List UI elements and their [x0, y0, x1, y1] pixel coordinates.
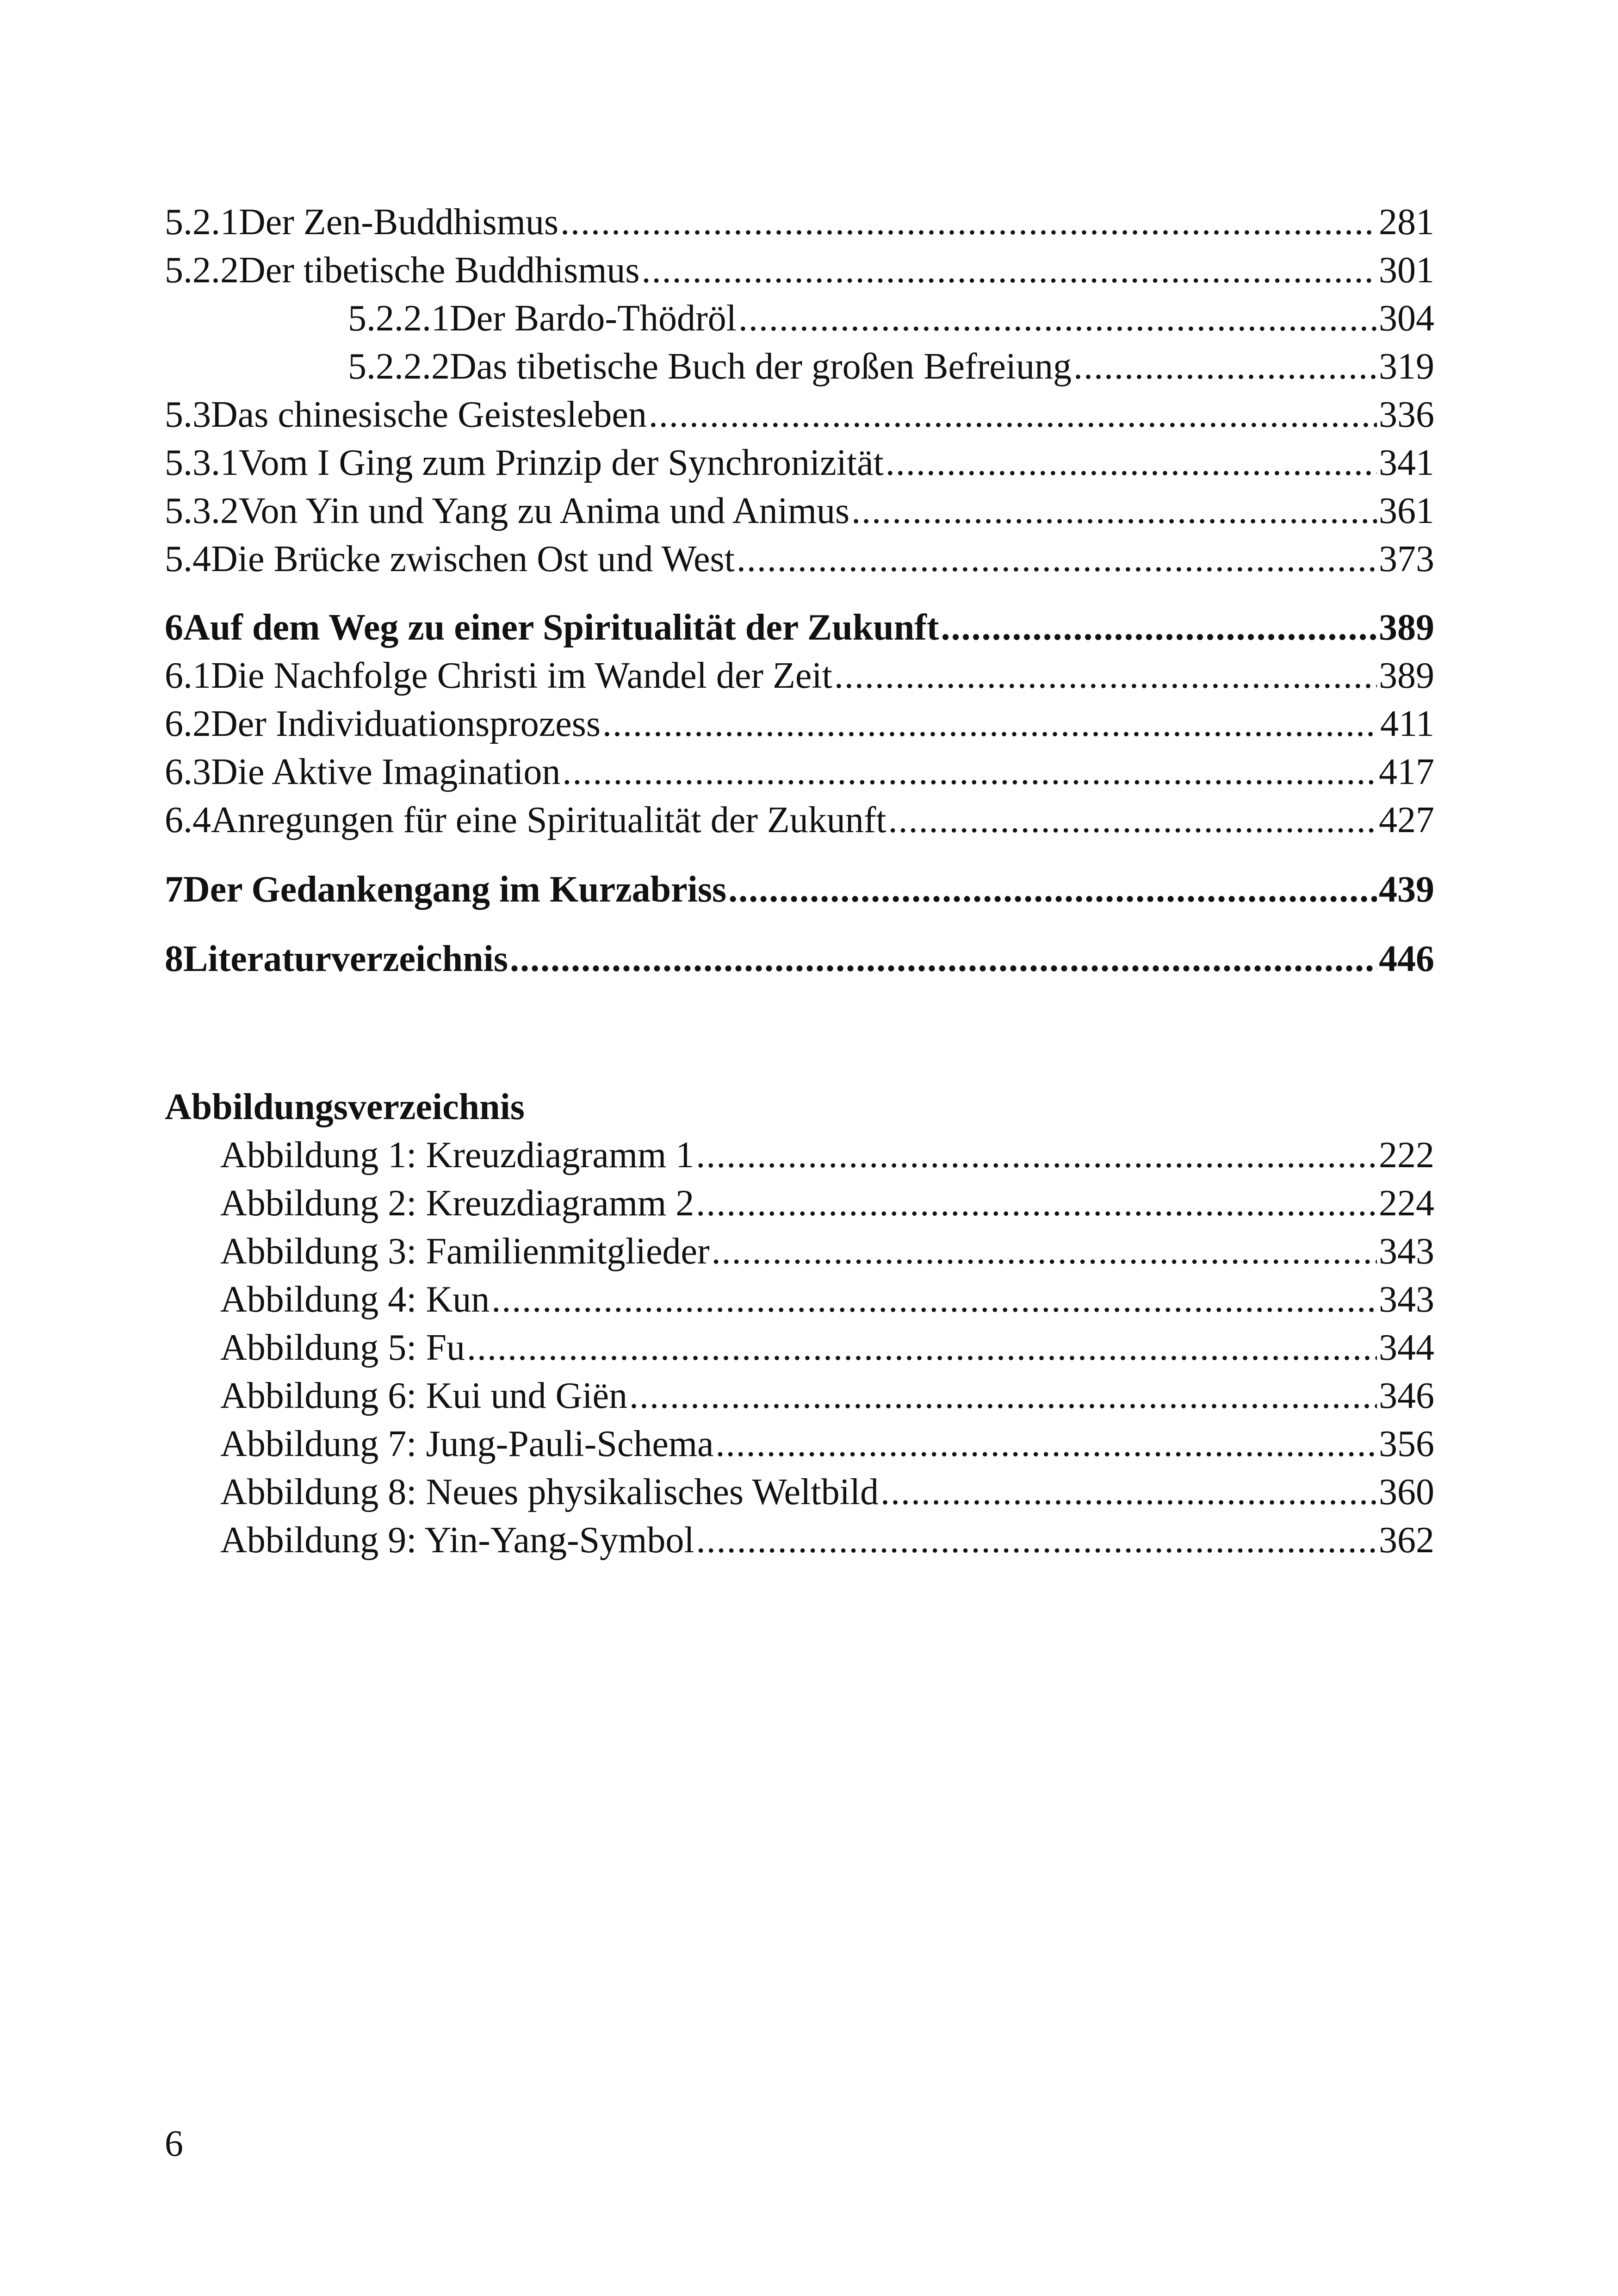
toc-entry-title: Die Aktive Imagination — [211, 752, 561, 792]
toc-entry-page: 411 — [1380, 703, 1434, 744]
toc-entry-number: 6.2 — [165, 703, 211, 744]
toc-entry-number: 5.2.2.2 — [348, 346, 450, 387]
dot-leader — [941, 604, 1377, 652]
toc-entry-number: 5.2.1 — [165, 202, 239, 243]
toc-entry-page: 341 — [1379, 442, 1434, 483]
figure-entry-label: Abbildung 8: Neues physikalisches Weltbild — [220, 1472, 879, 1512]
figure-entry-label: Abbildung 3: Familienmitglieder — [220, 1231, 710, 1272]
toc-entry-page: 301 — [1379, 250, 1434, 291]
list-of-figures — [165, 1083, 1434, 1564]
dot-leader — [712, 1227, 1377, 1276]
toc-entry-5-2-2-2 — [165, 342, 1434, 391]
toc-entry-5-3-1 — [165, 439, 1434, 487]
dot-leader — [1073, 342, 1377, 391]
figure-entry-page: 356 — [1379, 1424, 1434, 1464]
toc-entry-page: 389 — [1379, 607, 1434, 648]
list-of-figures-heading: Abbildungsverzeichnis — [165, 1087, 525, 1127]
toc-entry-number: 6.3 — [165, 752, 211, 792]
toc-entry-title: Vom I Ging zum Prinzip der Synchronizität — [239, 442, 884, 483]
figure-entry-3 — [165, 1227, 1434, 1276]
dot-leader — [649, 391, 1377, 439]
toc-entry-title: Die Brücke zwischen Ost und West — [211, 539, 735, 579]
figure-entry-label: Abbildung 9: Yin-Yang-Symbol — [220, 1520, 694, 1561]
figure-entry-7 — [165, 1420, 1434, 1468]
toc-entry-5-3-2 — [165, 487, 1434, 535]
figure-entry-page: 343 — [1379, 1231, 1434, 1272]
toc-entry-title: Auf dem Weg zu einer Spiritualität der Zukunft — [183, 607, 939, 648]
dot-leader — [738, 294, 1377, 342]
figure-entry-page: 224 — [1379, 1183, 1434, 1224]
toc-entry-page: 304 — [1379, 298, 1434, 339]
figure-entry-page: 360 — [1379, 1472, 1434, 1512]
toc-entry-page: 373 — [1379, 539, 1434, 579]
figure-entry-label: Abbildung 4: Kun — [220, 1279, 490, 1320]
toc-entry-page: 319 — [1379, 346, 1434, 387]
figure-entry-page: 343 — [1379, 1279, 1434, 1320]
toc-entry-page: 439 — [1379, 869, 1434, 910]
toc-entry-title: Das chinesische Geistesleben — [211, 394, 647, 435]
toc-entry-number: 5.3.1 — [165, 442, 239, 483]
toc-entry-5-2-2 — [165, 246, 1434, 294]
toc-entry-page: 361 — [1379, 491, 1434, 531]
figure-entry-9 — [165, 1516, 1434, 1564]
dot-leader — [696, 1131, 1377, 1179]
table-of-contents — [165, 198, 1434, 983]
toc-entry-6-2 — [165, 700, 1434, 748]
section-spacer — [165, 914, 1434, 935]
toc-entry-title: Der Gedankengang im Kurzabriss — [183, 869, 727, 910]
dot-leader — [467, 1324, 1377, 1372]
toc-entry-number: 7 — [165, 869, 183, 910]
figure-entry-label: Abbildung 7: Jung-Pauli-Schema — [220, 1424, 714, 1464]
dot-leader — [491, 1276, 1377, 1324]
figure-entry-6 — [165, 1372, 1434, 1420]
page-number: 6 — [165, 2123, 183, 2164]
toc-entry-title: Der tibetische Buddhismus — [239, 250, 640, 291]
figure-entry-1 — [165, 1131, 1434, 1179]
dot-leader — [510, 935, 1377, 983]
section-spacer — [165, 583, 1434, 604]
figure-entry-label: Abbildung 6: Kui und Giën — [220, 1375, 627, 1416]
toc-entry-title: Literaturverzeichnis — [183, 939, 508, 979]
toc-entry-6-1 — [165, 652, 1434, 700]
toc-chapter-8 — [165, 935, 1434, 983]
toc-entry-title: Der Zen-Buddhismus — [239, 202, 559, 243]
toc-entry-page: 281 — [1379, 202, 1434, 243]
figure-entry-4 — [165, 1276, 1434, 1324]
toc-chapter-6 — [165, 604, 1434, 652]
dot-leader — [886, 439, 1377, 487]
toc-entry-title: Anregungen für eine Spiritualität der Zukunft — [211, 800, 886, 840]
dot-leader — [642, 246, 1377, 294]
toc-entry-title: Die Nachfolge Christi im Wandel der Zeit — [211, 655, 832, 696]
toc-entry-number: 5.2.2.1 — [348, 298, 450, 339]
toc-entry-5-4 — [165, 535, 1434, 583]
toc-entry-5-2-2-1 — [165, 294, 1434, 342]
toc-entry-6-3 — [165, 748, 1434, 796]
toc-entry-number: 5.3 — [165, 394, 211, 435]
toc-entry-page: 336 — [1379, 394, 1434, 435]
figure-entry-label: Abbildung 2: Kreuzdiagramm 2 — [220, 1183, 694, 1224]
figure-entry-page: 344 — [1379, 1327, 1434, 1368]
toc-entry-number: 6.1 — [165, 655, 211, 696]
dot-leader — [880, 1468, 1377, 1516]
section-spacer — [165, 844, 1434, 865]
figure-entry-page: 362 — [1379, 1520, 1434, 1561]
toc-entry-title: Das tibetische Buch der großen Befreiung — [450, 346, 1072, 387]
dot-leader — [562, 748, 1377, 796]
dot-leader — [560, 198, 1377, 246]
figure-entry-label: Abbildung 5: Fu — [220, 1327, 465, 1368]
dot-leader — [602, 700, 1378, 748]
toc-entry-title: Der Bardo-Thödröl — [450, 298, 737, 339]
toc-entry-page: 446 — [1379, 939, 1434, 979]
dot-leader — [696, 1179, 1377, 1227]
toc-entry-5-2-1 — [165, 198, 1434, 246]
figure-entry-page: 346 — [1379, 1375, 1434, 1416]
figure-entry-page: 222 — [1379, 1135, 1434, 1176]
dot-leader — [851, 487, 1377, 535]
toc-entry-page: 389 — [1379, 655, 1434, 696]
toc-entry-number: 5.2.2 — [165, 250, 239, 291]
dot-leader — [629, 1372, 1377, 1420]
dot-leader — [728, 865, 1377, 914]
figure-entry-8 — [165, 1468, 1434, 1516]
toc-entry-title: Von Yin und Yang zu Anima und Animus — [239, 491, 850, 531]
toc-entry-page: 427 — [1379, 800, 1434, 840]
dot-leader — [696, 1516, 1377, 1564]
toc-chapter-7 — [165, 865, 1434, 914]
toc-entry-page: 417 — [1379, 752, 1434, 792]
toc-entry-title: Der Individuationsprozess — [211, 703, 601, 744]
toc-entry-number: 8 — [165, 939, 183, 979]
toc-entry-number: 6 — [165, 607, 183, 648]
figure-entry-label: Abbildung 1: Kreuzdiagramm 1 — [220, 1135, 694, 1176]
toc-entry-6-4 — [165, 796, 1434, 844]
toc-entry-number: 5.4 — [165, 539, 211, 579]
dot-leader — [834, 652, 1377, 700]
figure-entry-5 — [165, 1324, 1434, 1372]
toc-entry-5-3 — [165, 391, 1434, 439]
toc-entry-number: 6.4 — [165, 800, 211, 840]
figure-entry-2 — [165, 1179, 1434, 1227]
toc-entry-number: 5.3.2 — [165, 491, 239, 531]
dot-leader — [737, 535, 1377, 583]
dot-leader — [716, 1420, 1377, 1468]
dot-leader — [888, 796, 1377, 844]
